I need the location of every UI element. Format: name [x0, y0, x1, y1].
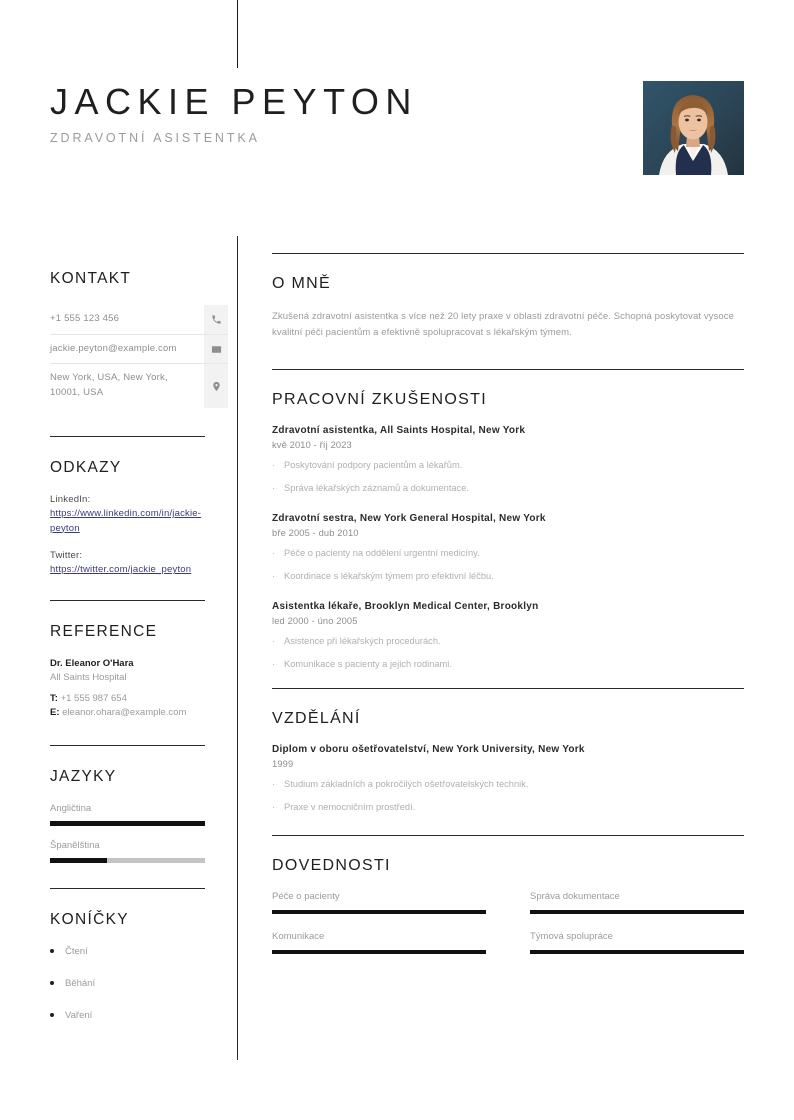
column-vertical-divider [237, 236, 238, 1060]
hobby-label: Čtení [65, 945, 88, 957]
list-item [50, 1010, 205, 1021]
location-icon [204, 364, 228, 407]
bullet-dot-icon [50, 949, 54, 953]
education-date: 1999 [272, 759, 294, 770]
section-heading-links: ODKAZY [50, 458, 122, 476]
contact-phone-value: +1 555 123 456 [50, 313, 120, 324]
section-contact [50, 270, 205, 408]
contact-email-value: jackie.peyton@example.com [50, 342, 177, 354]
language-level-fill [50, 821, 205, 826]
experience-bullet [272, 570, 744, 584]
divider-hobbies [50, 888, 205, 889]
bullet-icon: · [272, 570, 276, 581]
skill-item [272, 931, 486, 954]
bullet-icon: · [272, 802, 276, 813]
skill-name: Komunikace [272, 931, 325, 943]
experience-date: bře 2005 - dub 2010 [272, 527, 359, 538]
candidate-name: JACKIE PEYTON [50, 81, 418, 122]
experience-bullet-text: Asistence při lékařských procedurách. [284, 635, 441, 646]
reference-email-value: eleanor.ohara@example.com [62, 707, 187, 719]
experience-date: led 2000 - úno 2005 [272, 615, 358, 626]
bullet-icon: · [272, 779, 276, 790]
reference-phone-row [50, 692, 205, 706]
contact-location-value: New York, USA, New York, 10001, USA [50, 372, 168, 399]
about-text: Zkušená zdravotní asistentka s více než 20 lety praxe v oblasti zdravotní péče. Schopná poskytovat vysoce kvalitní péči pacientům a efektivně spolupracovat s lékařským týmem. [272, 311, 734, 339]
email-icon [204, 335, 228, 364]
skill-name: Péče o pacienty [272, 891, 340, 903]
section-heading-contact: KONTAKT [50, 270, 132, 287]
section-experience [272, 369, 744, 672]
section-links [50, 436, 205, 578]
reference-phone-label: T: [50, 693, 58, 705]
section-heading-reference: REFERENCE [50, 623, 158, 641]
education-entry [272, 744, 744, 815]
section-education [272, 688, 744, 815]
hobby-label: Běhání [65, 977, 96, 989]
experience-bullet-text: Komunikace s pacienty a jejich rodinami. [284, 658, 452, 669]
section-heading-education: VZDĚLÁNÍ [272, 710, 361, 728]
contact-row-phone[interactable] [50, 305, 228, 335]
list-item [50, 946, 205, 957]
language-level-track [50, 858, 205, 863]
skill-item [530, 891, 744, 914]
list-item [50, 978, 205, 989]
section-reference [50, 600, 205, 721]
skill-item [272, 891, 486, 914]
portrait-photo [643, 81, 744, 175]
reference-email-row [50, 706, 205, 720]
divider-languages [50, 745, 205, 746]
bullet-icon: · [272, 635, 276, 646]
experience-entry [272, 513, 744, 584]
divider-education [272, 688, 744, 689]
divider-reference [50, 600, 205, 601]
hobby-label: Vaření [65, 1009, 93, 1021]
link-url-twitter[interactable]: https://twitter.com/jackie_peyton [50, 564, 192, 576]
bullet-icon: · [272, 658, 276, 669]
divider-links [50, 436, 205, 437]
skill-level-bar [530, 950, 744, 954]
contact-row-location[interactable] [50, 364, 228, 407]
contact-list [50, 305, 228, 408]
phone-icon [204, 305, 228, 334]
link-label-twitter: Twitter: [50, 550, 83, 562]
education-title: Diplom v oboru ošetřovatelství, New York University, New York [272, 744, 585, 756]
experience-date: kvě 2010 - říj 2023 [272, 439, 352, 450]
language-item [50, 840, 205, 863]
language-name: Španělština [50, 839, 100, 851]
education-bullet-text: Praxe v nemocničním prostředí. [284, 802, 416, 813]
experience-entry [272, 425, 744, 496]
section-hobbies [50, 888, 205, 1021]
resume-header [50, 82, 750, 192]
education-bullet [272, 801, 744, 815]
language-level-fill [50, 858, 107, 863]
section-skills [272, 835, 744, 954]
reference-phone-value: +1 555 987 654 [60, 693, 127, 705]
bullet-icon: · [272, 459, 276, 470]
candidate-job-title: ZDRAVOTNÍ ASISTENTKA [50, 130, 260, 145]
sidebar [50, 270, 205, 1042]
link-item-twitter [50, 550, 205, 578]
link-url-linkedin[interactable]: https://www.linkedin.com/in/jackie-peyton [50, 507, 202, 534]
section-heading-languages: JAZYKY [50, 767, 117, 785]
skill-item [530, 931, 744, 954]
divider-about [272, 253, 744, 254]
experience-title: Zdravotní sestra, New York General Hospital, New York [272, 512, 546, 524]
contact-row-email[interactable] [50, 335, 228, 365]
education-bullet-text: Studium základních a pokročilých ošetřovatelských technik. [284, 779, 529, 790]
link-item-linkedin [50, 494, 205, 536]
experience-bullet [272, 658, 744, 672]
section-heading-about: O MNĚ [272, 275, 331, 292]
language-name: Angličtina [50, 802, 92, 814]
section-heading-hobbies: KONÍČKY [50, 910, 129, 928]
reference-email-label: E: [50, 707, 60, 719]
divider-experience [272, 369, 744, 370]
divider-skills [272, 835, 744, 836]
section-heading-experience: PRACOVNÍ ZKUŠENOSTI [272, 390, 487, 408]
bullet-dot-icon [50, 981, 54, 985]
link-label-linkedin: LinkedIn: [50, 493, 91, 505]
language-level-track [50, 821, 205, 826]
experience-bullet-text: Poskytování podpory pacientům a lékařům. [284, 459, 463, 470]
skill-level-bar [272, 950, 486, 954]
bullet-icon: · [272, 547, 276, 558]
main-content [272, 253, 744, 954]
section-languages [50, 745, 205, 863]
experience-bullet [272, 459, 744, 473]
language-item [50, 803, 205, 826]
experience-bullet [272, 635, 744, 649]
skill-name: Správa dokumentace [530, 891, 620, 903]
reference-organization: All Saints Hospital [50, 672, 127, 684]
header-vertical-divider [237, 0, 238, 68]
education-bullet [272, 778, 744, 792]
skill-level-bar [272, 910, 486, 914]
section-about [272, 253, 744, 342]
skill-level-bar [530, 910, 744, 914]
bullet-icon: · [272, 482, 276, 493]
experience-title: Asistentka lékaře, Brooklyn Medical Center, Brooklyn [272, 600, 539, 612]
experience-bullet-text: Správa lékařských záznamů a dokumentace. [284, 482, 469, 493]
skill-name: Týmová spolupráce [530, 931, 613, 943]
section-heading-skills: DOVEDNOSTI [272, 857, 391, 875]
skills-grid [272, 891, 744, 954]
experience-bullet-text: Koordinace s lékařským týmem pro efektivní léčbu. [284, 570, 494, 581]
bullet-dot-icon [50, 1013, 54, 1017]
experience-bullet-text: Péče o pacienty na oddělení urgentní medicíny. [284, 547, 480, 558]
reference-name: Dr. Eleanor O'Hara [50, 658, 134, 670]
experience-entry [272, 601, 744, 672]
experience-title: Zdravotní asistentka, All Saints Hospital, New York [272, 424, 526, 436]
experience-bullet [272, 547, 744, 561]
experience-bullet [272, 482, 744, 496]
